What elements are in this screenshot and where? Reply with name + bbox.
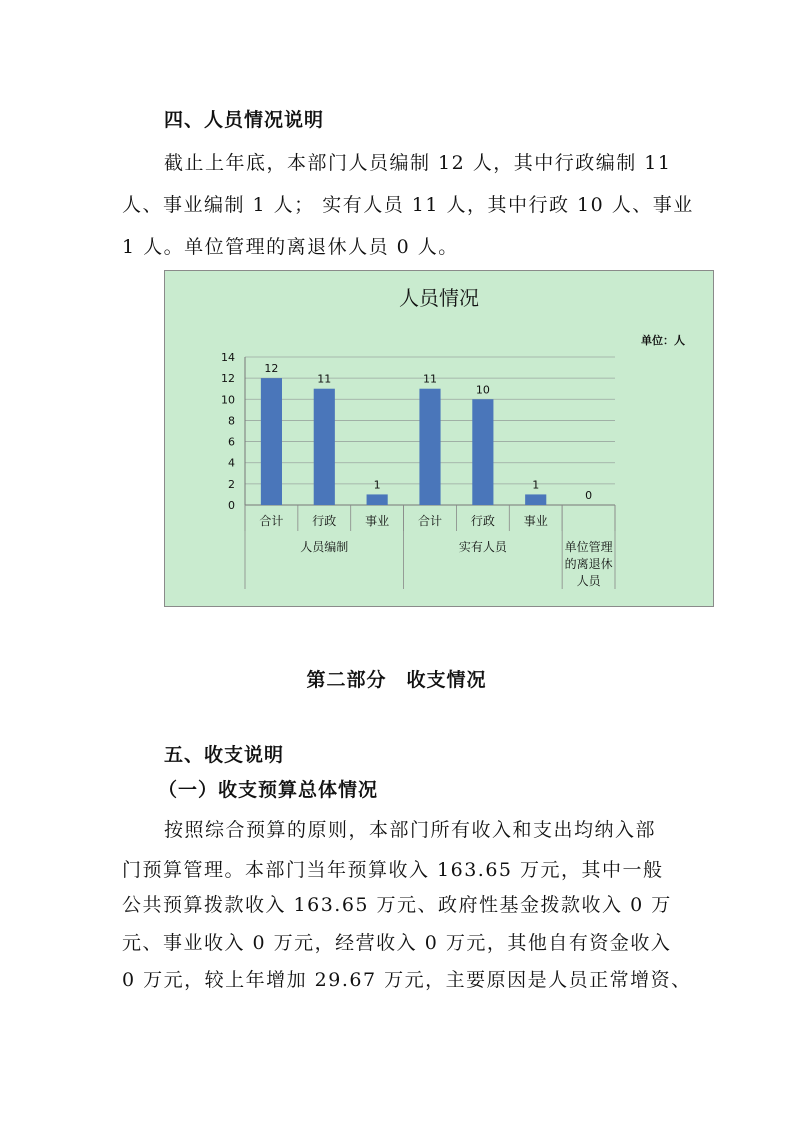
y-tick-label: 6 [228, 435, 235, 449]
y-tick-label: 8 [228, 414, 235, 428]
y-tick-label: 12 [221, 372, 235, 386]
category-label: 行政 [470, 514, 495, 528]
data-label: 0 [585, 489, 593, 502]
chart-title: 人员情况 [399, 286, 479, 310]
section4-heading: 四、人员情况说明 [164, 109, 325, 131]
section4-line-2: 人、事业编制 1 人； 实有人员 11 人，其中行政 10 人、事业 [122, 194, 694, 216]
data-label: 10 [475, 383, 490, 397]
chart-unit-label: 单位：人 [641, 334, 685, 347]
category-label: 事业 [523, 514, 548, 528]
section4-line-3: 1 人。单位管理的离退休人员 0 人。 [122, 236, 459, 258]
section5-heading: 五、收支说明 [164, 744, 285, 766]
category-label: 合计 [259, 514, 284, 528]
group-label: 单位管理 [564, 540, 613, 554]
section5-line-2: 门预算管理。本部门当年预算收入 163.65 万元，其中一般 [122, 859, 664, 881]
staff-chart-svg [165, 271, 713, 606]
section5-line-3: 公共预算拨款收入 163.65 万元、政府性基金拨款收入 0 万 [122, 894, 672, 916]
staff-chart [164, 270, 714, 607]
part2-title: 第二部分 收支情况 [306, 669, 487, 691]
data-label: 11 [317, 372, 332, 386]
category-label: 合计 [417, 514, 443, 528]
section5-line-5: 0 万元，较上年增加 29.67 万元，主要原因是人员正常增资、 [122, 969, 692, 991]
y-tick-label: 14 [221, 351, 235, 364]
data-label: 1 [532, 478, 540, 492]
section5-subheading: （一）收支预算总体情况 [158, 779, 379, 801]
data-label: 1 [373, 478, 381, 492]
group-label: 实有人员 [458, 540, 507, 554]
data-label: 11 [423, 372, 437, 386]
bar [314, 389, 335, 505]
bar [525, 494, 546, 505]
section5-line-4: 元、事业收入 0 万元，经营收入 0 万元，其他自有资金收入 [122, 932, 672, 954]
group-label: 的离退休 [564, 557, 613, 571]
bar [419, 389, 440, 505]
y-tick-label: 10 [221, 393, 235, 407]
group-label: 人员编制 [300, 540, 349, 554]
bar [472, 399, 493, 505]
category-label: 事业 [365, 514, 390, 528]
bar [367, 494, 388, 505]
section5-line-1: 按照综合预算的原则，本部门所有收入和支出均纳入部 [164, 819, 657, 841]
data-label: 12 [264, 362, 279, 376]
category-label: 行政 [312, 514, 337, 528]
y-tick-label: 2 [228, 477, 235, 491]
bar [261, 378, 282, 505]
section4-line-1: 截止上年底，本部门人员编制 12 人，其中行政编制 11 [164, 152, 672, 174]
group-label: 人员 [576, 574, 601, 588]
y-tick-label: 0 [228, 499, 235, 512]
y-tick-label: 4 [228, 456, 235, 470]
